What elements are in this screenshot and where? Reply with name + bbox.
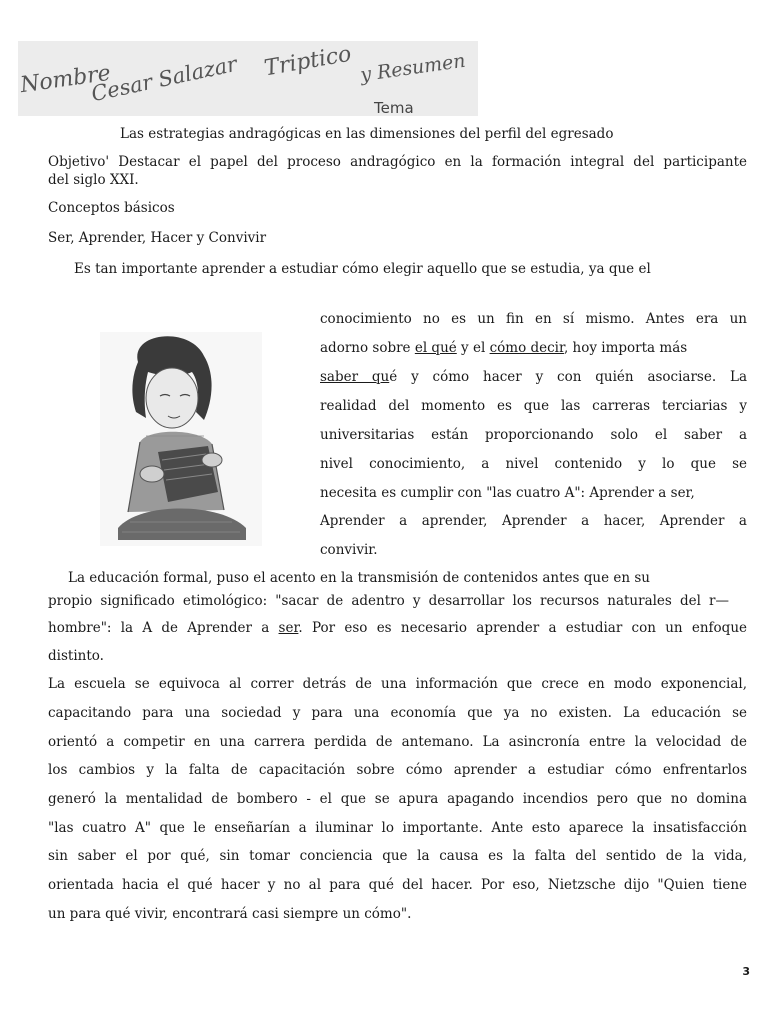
handwritten-name-value: Cesar Salazar [89, 51, 240, 107]
column-line-1: conocimiento no es un fin en sí mismo. Antes era un [320, 311, 747, 327]
column-line-9: convivir. [320, 542, 378, 558]
column-line-6: nivel conocimiento, a nivel contenido y lo que se [320, 456, 747, 472]
text-run: , hoy importa más [563, 340, 688, 356]
column-line-3 [320, 369, 747, 385]
header-handwriting-strip [18, 41, 478, 116]
para3-line-5: generó la mentalidad de bombero - el que se apura apagando incendios pero que no domina [48, 791, 747, 807]
child-reading-illustration [100, 332, 262, 546]
column-line-8: Aprender a aprender, Aprender a hacer, Aprender a [320, 513, 747, 529]
text-run: y el [456, 340, 490, 356]
para3-line-6: "las cuatro A" que le enseñarían a iluminar lo importante. Ante esto aparece la insatisfacción [48, 820, 747, 836]
para2-line-1: La educación formal, puso el acento en la transmisión de contenidos antes que en su [68, 570, 650, 586]
text-run: hombre": la A de Aprender a [48, 620, 279, 636]
concepts-list: Ser, Aprender, Hacer y Convivir [48, 230, 267, 246]
para3-line-1: La escuela se equivoca al correr detrás de una información que crece en modo exponencial, [48, 676, 747, 692]
objective-line-2: del siglo XXI. [48, 172, 139, 188]
para3-line-8: orientada hacia el qué hacer y no al para qué del hacer. Por eso, Nietzsche dijo "Quien tiene [48, 877, 747, 893]
para2-line-4: distinto. [48, 648, 104, 664]
para3-line-7: sin saber el por qué, sin tomar conciencia que la causa es la falta del sentido de la vida, [48, 848, 747, 864]
para3-line-2: capacitando para una sociedad y para una economía que ya no existen. La educación se [48, 705, 747, 721]
handwritten-name-label: Nombre [18, 60, 113, 99]
para3-line-9: un para qué vivir, encontrará casi siempre un cómo". [48, 906, 412, 922]
underlined-phrase-saber-que: saber qu [320, 369, 390, 385]
document-title: Las estrategias andragógicas en las dimensiones del perfil del egresado [120, 126, 614, 142]
underlined-word-ser: ser [278, 620, 299, 636]
para2-line-3 [48, 620, 747, 636]
column-line-7: necesita es cumplir con "las cuatro A": Aprender a ser, [320, 485, 695, 501]
column-line-5: universitarias están proporcionando solo el saber a [320, 427, 747, 443]
text-run: é y cómo hacer y con quién asociarse. La [389, 369, 747, 385]
para3-line-4: los cambios y la falta de capacitación sobre cómo aprender a estudiar cómo enfrentarlos [48, 762, 747, 778]
tema-label: Tema [374, 99, 414, 117]
text-run: . Por eso es necesario aprender a estudiar con un enfoque [298, 620, 748, 636]
text-run: adorno sobre [320, 340, 415, 356]
column-line-4: realidad del momento es que las carreras terciarias y [320, 398, 747, 414]
objective-line-1: Objetivo' Destacar el papel del proceso andragógico en la formación integral del participante [48, 154, 747, 170]
para2-line-2: propio significado etimológico: "sacar de adentro y desarrollar los recursos naturales del r— [48, 593, 729, 609]
underlined-phrase-el-que: el qué [414, 340, 457, 356]
handwritten-triptico: Triptico [262, 41, 354, 82]
page-number: 3 [742, 965, 750, 978]
concepts-heading: Conceptos básicos [48, 200, 175, 216]
intro-line: Es tan importante aprender a estudiar cómo elegir aquello que se estudia, ya que el [74, 261, 651, 277]
para3-line-3: orientó a competir en una carrera perdida de antemano. La asincronía entre la velocidad de [48, 734, 747, 750]
underlined-phrase-como-decir: cómo decir [489, 340, 564, 356]
handwritten-resumen: y Resumen [358, 49, 467, 87]
column-line-2 [320, 340, 687, 356]
